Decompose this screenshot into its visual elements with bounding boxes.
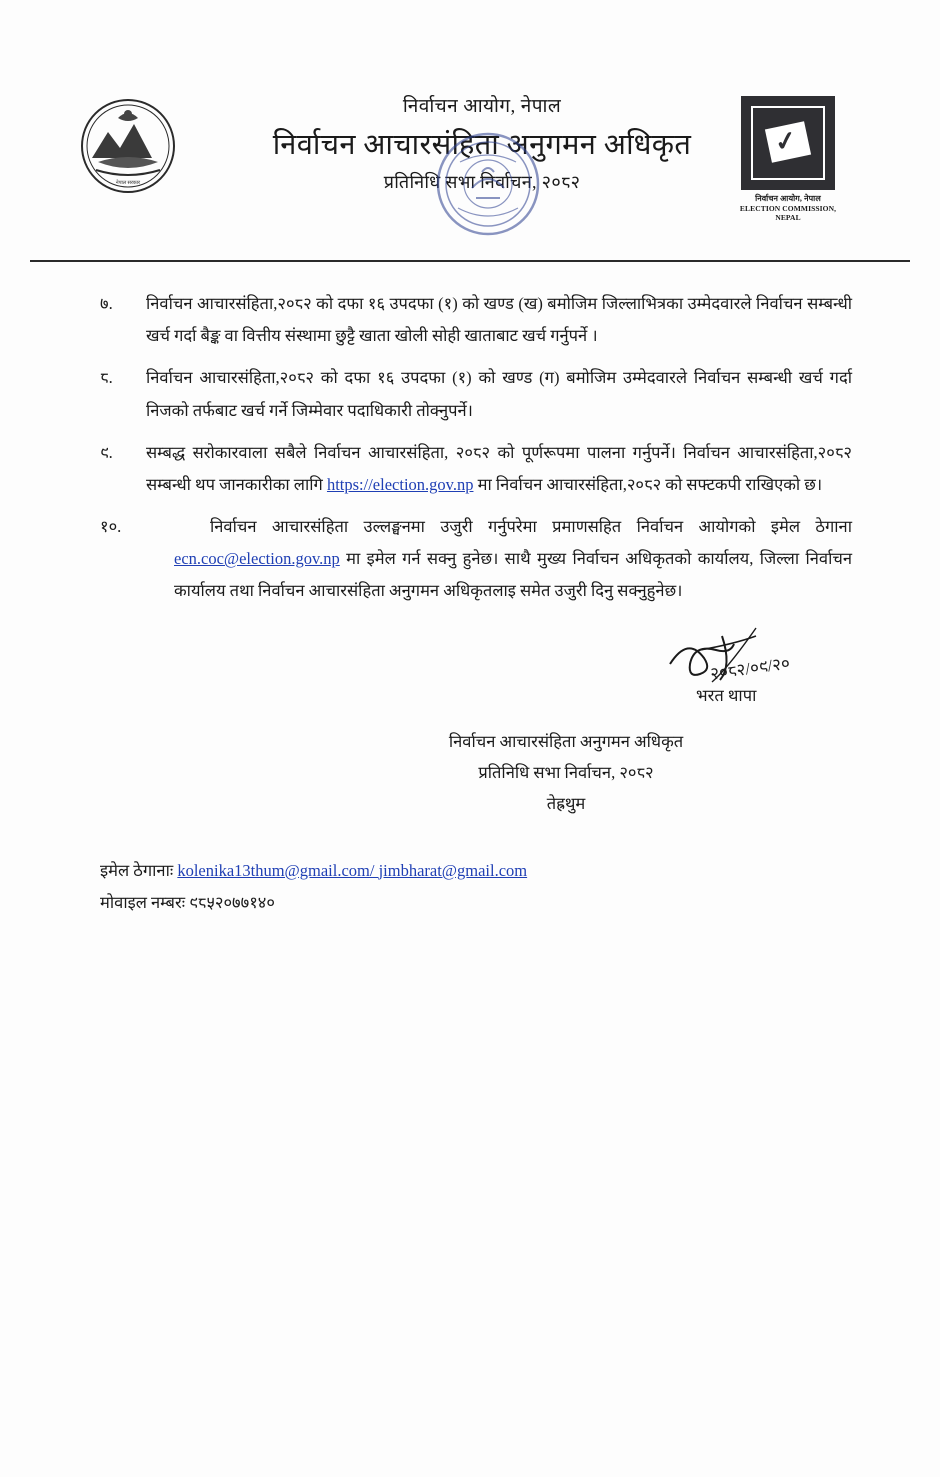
clause-item [100,288,852,352]
clause-item [100,511,852,608]
signature-date: २०८२/०९/२० [709,653,792,684]
signatory-name: भरत थापा [696,685,757,705]
footer-mobile-value: ९८५२०७७१४० [189,893,275,913]
clause-number: १०. [100,517,122,537]
page-title: निर्वाचन आचारसंहिता अनुगमन अधिकृत [272,129,692,161]
footer-mobile-row [100,888,940,919]
clause-text-before-link: निर्वाचन आचारसंहिता उल्लङ्घनमा उजुरी गर्नुपरेमा प्रमाणसहित निर्वाचन आयोगको इमेल ठेगाना [210,517,852,537]
election-commission-logo [736,96,840,222]
footer-email-label: इमेल ठेगानाः [100,860,178,880]
clause-item [100,437,852,501]
clause-text-after-link: मा निर्वाचन आचारसंहिता,२०८२ को सफ्टकपी राखिएको छ। [473,474,823,494]
svg-text:नेपाल सरकार: नेपाल सरकार [115,181,141,186]
clause-text: निर्वाचन आचारसंहिता,२०८२ को दफा १६ उपदफा (१) को खण्ड (ख) बमोजिम जिल्लाभित्रका उम्मेदवारले निर्वाचन सम्बन्धी खर्च गर्दा बैङ्क वा वित्तीय संस्थामा छुट्टै खाता खोली सोही खाताबाट खर्च गर्नुपर्ने । [146,294,852,346]
document-body [0,262,940,828]
ec-logo-caption-np: निर्वाचन आयोग, नेपाल [755,194,821,203]
clause-number: ७. [100,294,113,313]
ec-logo-mark-icon: ✓ [741,96,835,190]
election-website-link[interactable]: https://election.gov.np [326,474,474,494]
clause-number: ८. [100,368,113,388]
clause-text [174,511,852,608]
header-org-line: निर्वाचन आयोग, नेपाल [402,96,562,117]
clause-text [146,437,852,501]
ec-logo-caption-en: ELECTION COMMISSION, NEPAL [739,204,837,222]
clause-item [100,362,852,426]
contact-footer [0,828,940,919]
header-titles [178,92,762,194]
footer-mobile-label: मोवाइल नम्बरः [100,893,190,913]
clause-text-before-link: सम्बद्ध सरोकारवाला सबैले निर्वाचन आचारसंहिता, २०८२ को पूर्णरूपमा पालना गर्नुपर्ने। निर्वाचन आचारसंहिता,२०८२ सम्बन्धी थप जानकारीका लागि [146,442,852,494]
signatory-details [100,618,852,820]
complaint-email-link[interactable]: ecn.coc@election.gov.np [174,549,340,569]
signatory-designation: निर्वाचन आचारसंहिता अनुगमन अधिकृत [448,731,684,751]
footer-email-row [100,856,940,887]
header-subtitle: प्रतिनिधि सभा निर्वाचन, २०८२ [383,172,581,192]
nepal-emblem-icon [78,96,178,196]
clause-text: निर्वाचन आचारसंहिता,२०८२ को दफा १६ उपदफा (१) को खण्ड (ग) बमोजिम उम्मेदवारले निर्वाचन सम्बन्धी खर्च गर्दा निजको तर्फबाट खर्च गर्ने जिम्मेवार पदाधिकारी तोक्नुपर्ने। [146,368,852,420]
footer-email-link[interactable]: kolenika13thum@gmail.com/ jimbharat@gmail.com [177,860,528,880]
clause-text-after-link: मा इमेल गर्न सक्नु हुनेछ। साथै मुख्य निर्वाचन अधिकृतको कार्यालय, जिल्ला निर्वाचन कार्यालय तथा निर्वाचन आचारसंहिता अनुगमन अधिकृतलाइ समेत उजुरी दिनु सक्नुहुनेछ। [174,549,852,601]
signatory-election-line: प्रतिनिधि सभा निर्वाचन, २०८२ [478,762,654,782]
signature-block [100,618,852,828]
document-header [0,0,940,242]
signatory-place: तेह्रथुम [546,794,586,814]
clause-number: ९. [100,442,113,462]
